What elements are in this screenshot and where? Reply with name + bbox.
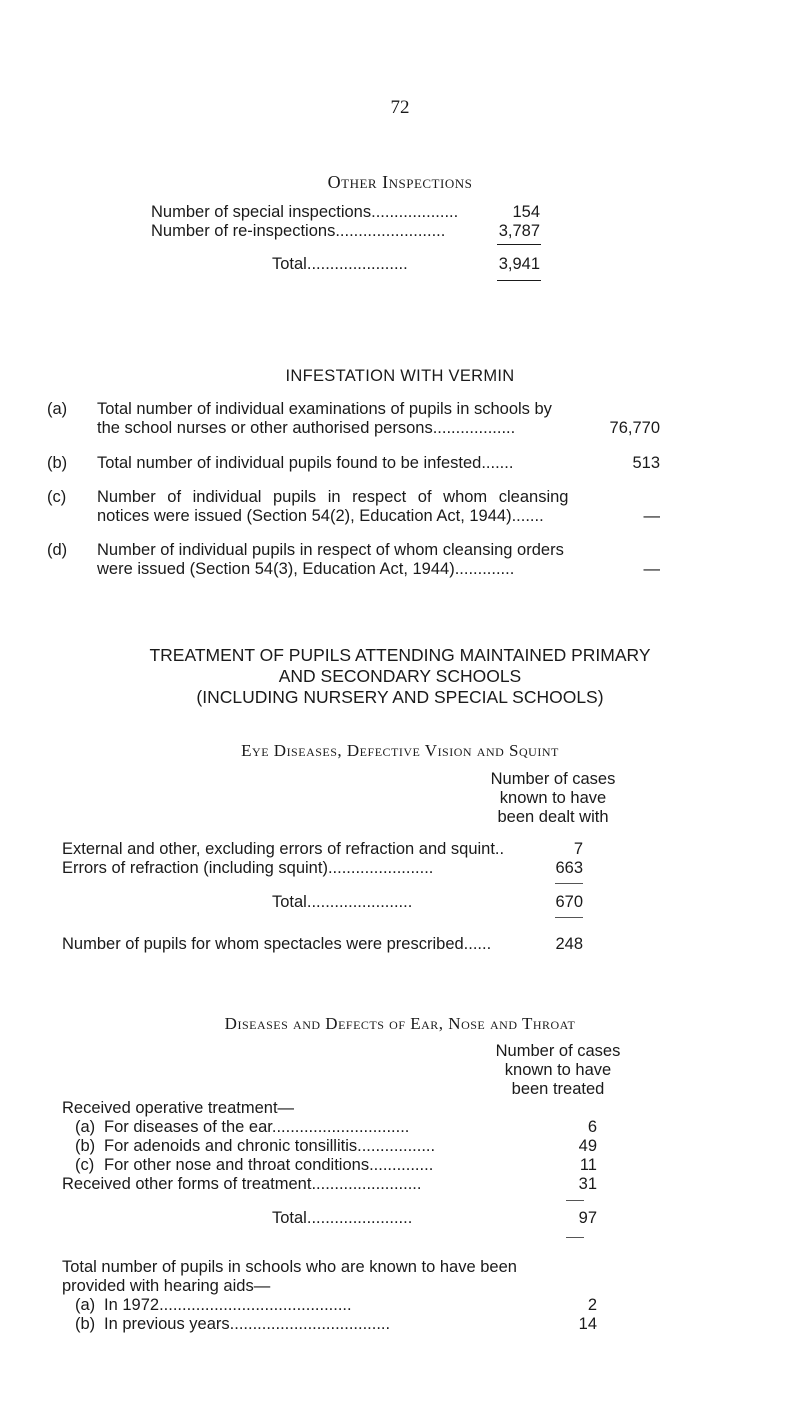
operative-label: Received operative treatment— — [62, 1099, 295, 1117]
hearing-row-letter: (a) — [75, 1296, 96, 1314]
leader-dots: ........................ — [335, 222, 446, 240]
eye-column-header-line: known to have — [499, 789, 607, 807]
ent-column-header-line: known to have — [504, 1061, 612, 1079]
ent-row: For diseases of the ear.............................. — [104, 1118, 410, 1136]
leader-dots: ...................... — [306, 255, 408, 273]
ent-column-header-line: been treated — [511, 1080, 605, 1098]
ent-row: For adenoids and chronic tonsillitis................. — [104, 1137, 436, 1155]
ent-row: For other nose and throat conditions.............. — [104, 1156, 434, 1174]
ent-row-value: 6 — [587, 1118, 597, 1136]
leader-dots: ....................... — [327, 859, 434, 877]
leader-dots: ....................... — [306, 893, 413, 911]
infestation-item-line: notices were issued (Section 54(2), Education Act, 1944)....... — [97, 507, 544, 525]
eye-column-header-line: been dealt with — [497, 808, 609, 826]
leader-dots: ....... — [511, 507, 544, 525]
eye-row: Errors of refraction (including squint)....................... — [62, 859, 434, 877]
eye-total-value: 670 — [555, 893, 583, 911]
ent-row-value: 49 — [578, 1137, 597, 1155]
infestation-item-line: were issued (Section 54(3), Education Act, 1944)............. — [97, 560, 515, 578]
row-label: Number of special inspections — [151, 203, 372, 221]
infestation-item-line: Number of individual pupils in respect of whom cleansing — [97, 488, 569, 506]
row-label: Number of re-inspections — [151, 222, 336, 240]
eye-heading: Eye Diseases, Defective Vision and Squint — [241, 741, 559, 760]
ent-row-letter: (a) — [75, 1118, 96, 1136]
ent-total-row: Total....................... — [272, 1209, 413, 1227]
leader-dots: ................... — [371, 203, 459, 221]
hearing-row-value: 2 — [587, 1296, 597, 1314]
leader-dots: ................. — [357, 1137, 436, 1155]
hearing-row: In previous years................................... — [104, 1315, 391, 1333]
infestation-item-line: Total number of individual examinations of pupils in schools by — [97, 400, 552, 418]
infestation-item-value: — — [643, 560, 660, 578]
leader-dots: ................................... — [229, 1315, 391, 1333]
row-label: Total — [272, 255, 307, 273]
total-rule — [555, 917, 583, 918]
infestation-item-value: — — [643, 507, 660, 525]
eye-total-row: Total....................... — [272, 893, 413, 911]
infestation-heading: INFESTATION WITH VERMIN — [285, 367, 515, 385]
eye-row-value: 7 — [573, 840, 583, 858]
spectacles-value: 248 — [555, 935, 583, 953]
infestation-item-letter: (d) — [47, 541, 68, 559]
ent-row-letter: (b) — [75, 1137, 96, 1155]
leader-dots: ....... — [481, 454, 514, 472]
ent-other-value: 31 — [578, 1175, 597, 1193]
infestation-item-letter: (c) — [47, 488, 67, 506]
treatment-heading-line1: TREATMENT OF PUPILS ATTENDING MAINTAINED PRIMARY — [149, 645, 651, 665]
other-inspections-heading: Other Inspections — [327, 172, 473, 192]
hearing-line: provided with hearing aids— — [62, 1277, 271, 1295]
infestation-item-line: the school nurses or other authorised persons.................. — [97, 419, 516, 437]
spectacles-row: Number of pupils for whom spectacles were prescribed...... — [62, 935, 492, 953]
infestation-item-value: 76,770 — [609, 419, 660, 437]
special-inspections-value: 154 — [512, 203, 540, 221]
inspections-total-value: 3,941 — [498, 255, 540, 273]
eye-column-header: Number of cases — [490, 770, 616, 788]
hearing-row-letter: (b) — [75, 1315, 96, 1333]
leader-dots: .......................................... — [159, 1296, 352, 1314]
ent-heading: Diseases and Defects of Ear, Nose and Throat — [224, 1014, 576, 1033]
re-inspections-row — [151, 222, 445, 241]
ent-other-row: Received other forms of treatment........................ — [62, 1175, 422, 1193]
special-inspections-row — [151, 203, 458, 222]
total-rule — [566, 1237, 584, 1238]
leader-dots: ............. — [454, 560, 515, 578]
leader-dots: ...... — [463, 935, 492, 953]
eye-row: External and other, excluding errors of refraction and squint.. — [62, 840, 505, 858]
total-rule — [497, 280, 541, 281]
infestation-item-line: Number of individual pupils in respect of whom cleansing orders — [97, 541, 564, 559]
infestation-item-value: 513 — [632, 454, 660, 472]
leader-dots: .............................. — [271, 1118, 410, 1136]
page-number: 72 — [390, 97, 410, 118]
leader-dots: ....................... — [306, 1209, 413, 1227]
hearing-line: Total number of pupils in schools who are known to have been — [62, 1258, 517, 1276]
leader-dots: ........................ — [311, 1175, 422, 1193]
ent-column-header: Number of cases — [495, 1042, 621, 1060]
leader-dots: .................. — [432, 419, 516, 437]
infestation-item-line: Total number of individual pupils found to be infested....... — [97, 454, 514, 472]
re-inspections-value: 3,787 — [498, 222, 540, 240]
hearing-row-value: 14 — [578, 1315, 597, 1333]
eye-row-value: 663 — [555, 859, 583, 877]
ent-row-letter: (c) — [75, 1156, 95, 1174]
treatment-heading-line3: (INCLUDING NURSERY AND SPECIAL SCHOOLS) — [196, 687, 604, 707]
ent-total-value: 97 — [578, 1209, 597, 1227]
infestation-item-letter: (a) — [47, 400, 68, 418]
hearing-row: In 1972.......................................... — [104, 1296, 352, 1314]
ent-row-value: 11 — [579, 1156, 597, 1174]
leader-dots: .............. — [369, 1156, 434, 1174]
subtotal-rule — [497, 244, 541, 245]
subtotal-rule — [566, 1200, 584, 1201]
infestation-item-letter: (b) — [47, 454, 68, 472]
subtotal-rule — [555, 883, 583, 884]
treatment-heading-line2: AND SECONDARY SCHOOLS — [278, 666, 522, 686]
inspections-total-row — [272, 255, 408, 274]
leader-dots: .. — [494, 840, 505, 858]
